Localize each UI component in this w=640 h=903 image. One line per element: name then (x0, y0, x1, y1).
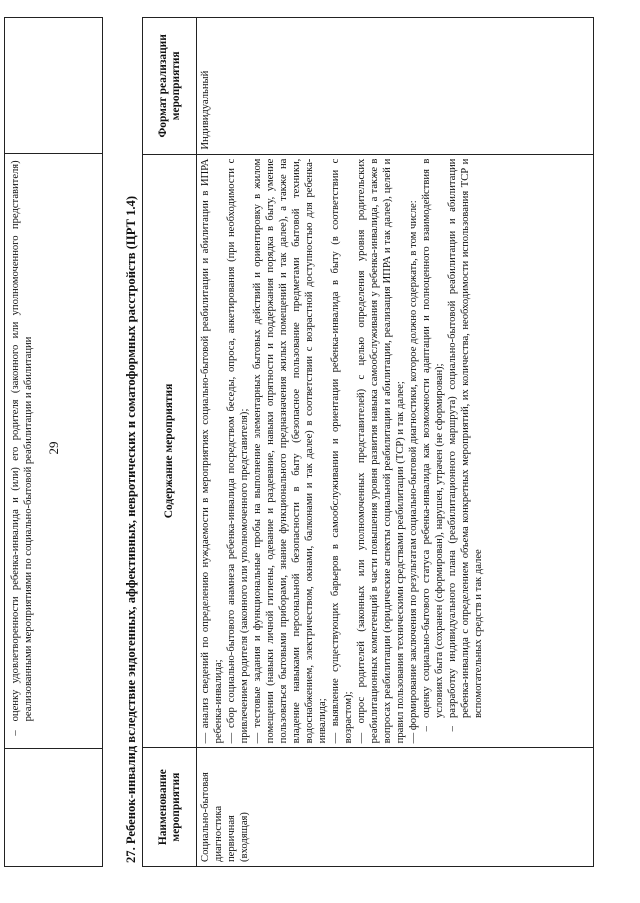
activity-name-line: (входящая) (239, 812, 250, 862)
header-format: Формат реализации мероприятия (143, 18, 197, 155)
header-name: Наименование мероприятия (143, 748, 197, 867)
bullet-dash: – (447, 726, 458, 732)
bullet-dash: – (421, 726, 432, 732)
table-row (197, 18, 594, 867)
activity-name-line: диагностика (213, 805, 224, 862)
format-cell: Индивидуальный (197, 18, 594, 155)
activity-name-cell (197, 748, 594, 867)
list-item: — выявление существующих барьеров в самообслуживании и ориентации ребенка-инвалида в быту (в соответствии с возрастом); (330, 158, 354, 744)
section-title: 27. Ребенок-инвалид вследствие эндогенных, аффективных, невротических и соматоформных расстройств (ЦРТ 1.4) (124, 195, 138, 863)
empty-cell (5, 748, 103, 866)
empty-cell (5, 18, 103, 154)
sub-item-text: оценку социально-бытового статуса ребенка-инвалида как возможности адаптации и полноценного взаимодействия в условиях быта (сохранен (сформирован), нарушен, утрачен (не сформирован); (421, 158, 445, 719)
sub-item-text: разработку индивидуального плана (реабилитационного маршрута) социально-бытовой реабилитации и абилитации ребенка-инвалида с определением объема конкретных мероприятий, их количества, необходимости использования ТСР и вспомогательных средств и так далее (447, 158, 484, 719)
sub-list-item (446, 159, 485, 744)
list-item: — сбор социально-бытового анамнеза ребенка-инвалида посредством беседы, опроса, анкетирования (при необходимости с привлечением родителя (законного или уполномоченного представителя); (226, 158, 250, 744)
bullet-dash: – (10, 730, 21, 736)
content-cell (5, 154, 103, 748)
bullet-text: оценку удовлетворенности ребенка-инвалида и (или) его родителя (законного или уполномоченного представителя) реализованными мероприятиями по социально-бытовой реабилитации и абилитации (10, 160, 34, 722)
header-content: Содержание мероприятия (143, 154, 197, 748)
list-item: — опрос родителей (законных или уполномоченных представителей) с целью определения уровня родительских реабилитационных компетенций в части повышения уровня развития навыка самообслуживания у ребенка-инвалида, а также в вопросах реабилитации (юридические аспекты социальной реабилитации и абилитации, реализация ИПРА и так далее), целей и правил пользования техническими средствами реабилитации (ТСР) и так далее; (356, 158, 406, 744)
activity-name-line: первичная (226, 815, 237, 862)
table-header-row (143, 18, 197, 867)
table-row (5, 18, 103, 867)
previous-table-continuation (4, 17, 103, 867)
sub-list-item (420, 159, 446, 744)
page-number: 29 (46, 441, 61, 455)
list-item: — тестовые задания и функциональные пробы на выполнение элементарных бытовых действий и ориентировку в жилом помещении (навыки личной гигиены, одевание и раздевание, навыки опрятности и поддержания порядка в быту, умение пользоваться бытовыми приборами, знание функционального предназначения жилых помещений и так далее), а также на владение навыками персональной безопасности в быту (безопасное пользование предметами бытовой техники, водоснабжением, электричеством, окнами, балконами и так далее) в соответствии с возрастной доступностью для ребенка-инвалида; (252, 158, 328, 744)
activity-name-line: Социально-бытовая (200, 772, 211, 862)
list-item (5, 154, 35, 747)
activities-table (142, 17, 594, 867)
list-item: — анализ сведений по определению нуждаемости в мероприятиях социально-бытовой реабилитации и абилитации в ИПРА ребенка-инвалида; (200, 158, 224, 744)
list-item: — формирование заключения по результатам социально-бытовой диагностики, которое должно содержать, в том числе: (408, 200, 419, 744)
activity-content-cell (197, 154, 594, 748)
